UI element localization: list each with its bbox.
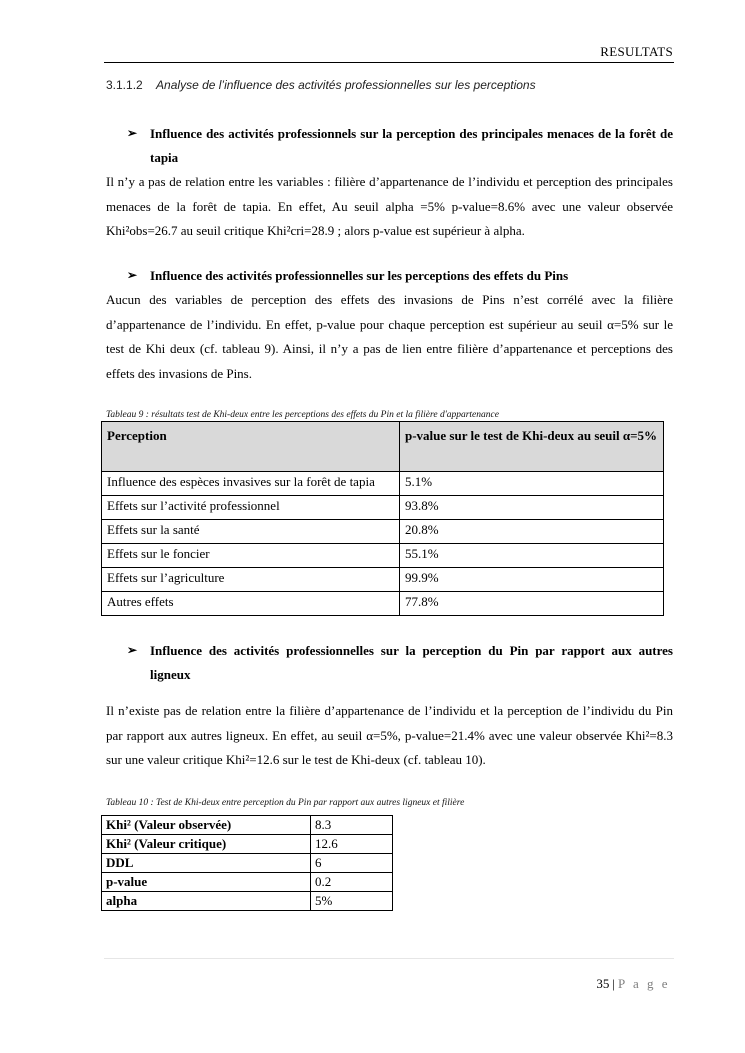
paragraph: Il n’existe pas de relation entre la filière d’appartenance de l’individu et la perception de l’individu du Pin par rapport aux autres ligneux. En effet, au seuil α=5%, p-value=21.4% avec une valeur observée Khi²=8.3 sur une valeur critique Khi²=12.6 sur le test de Khi-deux (cf. tableau 10). <box>106 703 673 767</box>
subsection-heading: Influence des activités professionnelles sur la perception du Pin par rapport aux autres ligneux <box>150 643 673 682</box>
table-cell: 93.8% <box>400 496 664 520</box>
arrow-bullet-icon: ➢ <box>127 643 138 657</box>
table-row <box>102 854 393 873</box>
table-cell: 77.8% <box>400 592 664 616</box>
table-cell: Effets sur l’activité professionnel <box>102 496 400 520</box>
table-header-cell: p-value sur le test de Khi-deux au seuil α=5% <box>400 422 664 472</box>
table-cell: alpha <box>102 892 311 911</box>
table-cell: 5% <box>311 892 393 911</box>
table-row <box>102 496 664 520</box>
table-cell: 20.8% <box>400 520 664 544</box>
paragraph: Aucun des variables de perception des effets des invasions de Pins n’est corrélé avec la filière d’appartenance de l’individu. En effet, p-value pour chaque perception est supérieur au seuil α=5% sur le test de Khi deux (cf. tableau 9). Ainsi, il n’y a pas de lien entre filière d’appartenance et perceptions des effets des invasions de Pins. <box>106 292 673 381</box>
running-header: RESULTATS <box>600 44 673 59</box>
table-cell: p-value <box>102 873 311 892</box>
table-cell: Khi² (Valeur critique) <box>102 835 311 854</box>
table-cell: Khi² (Valeur observée) <box>102 816 311 835</box>
table-row <box>102 520 664 544</box>
table-row <box>102 835 393 854</box>
table-cell: DDL <box>102 854 311 873</box>
table-cell: Effets sur le foncier <box>102 544 400 568</box>
table-cell: 12.6 <box>311 835 393 854</box>
chi-square-test-table <box>101 815 393 911</box>
table-row <box>102 892 393 911</box>
table-cell: 6 <box>311 854 393 873</box>
table-cell: 5.1% <box>400 472 664 496</box>
subsection-heading: Influence des activités professionnels sur la perception des principales menaces de la forêt de tapia <box>150 126 673 165</box>
table-cell: 99.9% <box>400 568 664 592</box>
table-cell: Autres effets <box>102 592 400 616</box>
table-row <box>102 592 664 616</box>
table-caption: Tableau 10 : Test de Khi-deux entre perception du Pin par rapport aux autres ligneux et filière <box>106 798 465 808</box>
table-row <box>102 568 664 592</box>
subsection-heading: Influence des activités professionnelles sur les perceptions des effets du Pins <box>150 268 569 283</box>
section-number: 3.1.1.2 <box>106 78 143 92</box>
table-row <box>102 544 664 568</box>
table-row <box>102 873 393 892</box>
section-title: Analyse de l’influence des activités professionnelles sur les perceptions <box>156 78 536 92</box>
table-cell: Effets sur la santé <box>102 520 400 544</box>
table-cell: 8.3 <box>311 816 393 835</box>
header-divider <box>104 62 674 63</box>
page-label: P a g e <box>617 976 670 991</box>
table-cell: Effets sur l’agriculture <box>102 568 400 592</box>
table-row <box>102 816 393 835</box>
paragraph: Il n’y a pas de relation entre les variables : filière d’appartenance de l’individu et perception des principales menaces de la forêt de tapia. En effet, Au seuil alpha =5% p-value=8.6% avec une valeur observée Khi²obs=26.7 au seuil critique Khi²cri=28.9 ; alors p-value est supérieur à alpha. <box>106 174 673 238</box>
section-heading <box>106 78 536 92</box>
perception-pvalue-table <box>101 421 664 616</box>
page-number-value: 35 <box>596 976 610 991</box>
table-header-row <box>102 422 664 472</box>
table-header-cell: Perception <box>102 422 400 472</box>
table-cell: 55.1% <box>400 544 664 568</box>
footer-divider <box>104 958 674 959</box>
page-separator: | <box>612 976 615 991</box>
table-cell: 0.2 <box>311 873 393 892</box>
table-row <box>102 472 664 496</box>
arrow-bullet-icon: ➢ <box>127 126 138 140</box>
table-cell: Influence des espèces invasives sur la forêt de tapia <box>102 472 400 496</box>
table-caption: Tableau 9 : résultats test de Khi-deux entre les perceptions des effets du Pin et la filière d'appartenance <box>106 410 499 420</box>
page-number <box>596 976 670 992</box>
arrow-bullet-icon: ➢ <box>127 268 138 282</box>
